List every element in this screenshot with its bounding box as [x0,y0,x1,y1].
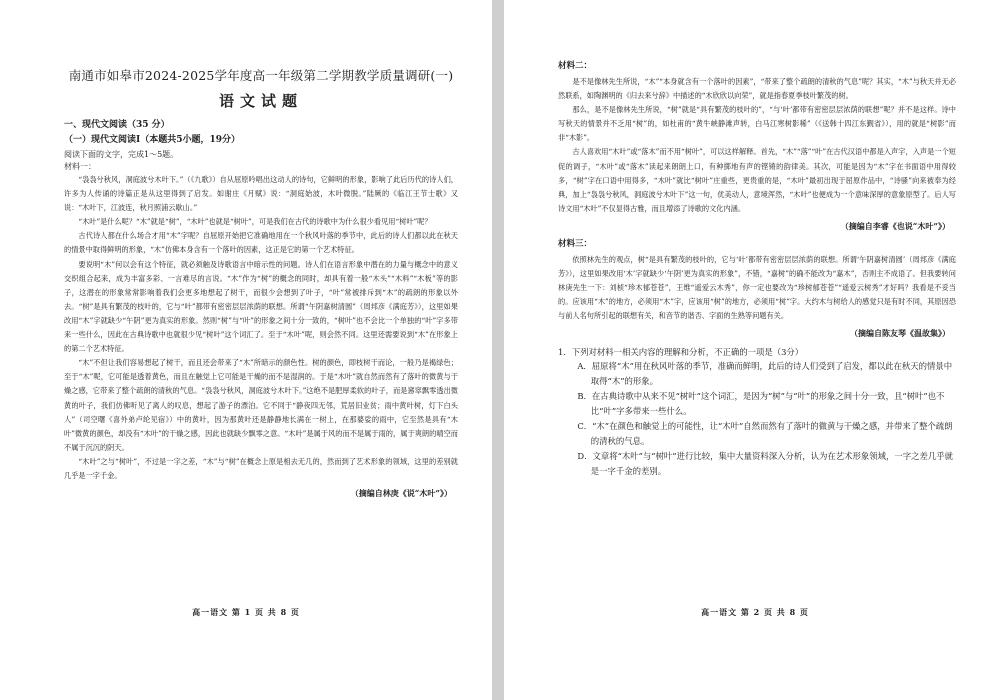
source-citation: （摘编自林庚《说“木叶”》） [350,488,452,499]
option-d: D．文章将“木叶”与“树叶”进行比较，集中大量资料深入分析，认为在艺术形象领域，一字之差几乎就是一字千金的差别。 [577,451,953,477]
material-2-label: 材料二： [558,61,593,71]
subject-title: 语文试题 [218,92,303,110]
paragraph: “木”不但让我们容易想起了树干，而且还会带来了“木”所暗示的颜色性。树的颜色，即枝树干而论，一般乃是褐绿色；至于“木”呢，它可能是透着黄色，而且在触觉上它可能是干燥的而不是湿润的。于是“木叶”就自然而然有了落叶的微黄与干燥之感，它带来了整个疏朗的清秋的气息。“袅袅兮秋风，洞庭波兮木叶下。”这绝不是肥厚柔软的叶子，而是窸窣飘零透出微黄的叶子，我们仿佛听见了离人的叹息，想起了游子的漂泊。它不同于“静夜四无邻，荒居旧业贫；雨中黄叶树，灯下白头人”（司空曙《喜外弟卢纶见宿》）中的黄叶，因为那黄叶还是静静地长满在一树上，在那婆娑的雨中，它至然是具有“木叶”微黄的颜色，却没有“木叶”的干燥之感，因此也就缺少飘零之意。“木叶”是属于风的而不是属于雨的，属于爽朗的晴空而不属于沉沉的阴天。 [64,358,458,452]
material-3-label: 材料三： [558,238,593,249]
exam-title: 南通市如皋市2024-2025学年度高一年级第二学期教学质量调研(一) [68,68,454,83]
document-page-1 [0,0,492,700]
option-c: C．“木”在颜色和触觉上的可能性，让“木叶”自然而然有了落叶的微黄与干燥之感，并带来了整个疏朗的清秋的气息。 [577,421,953,447]
reading-instruction: 阅读下面的文字，完成1～5题。 [64,150,179,159]
paragraph: 依照林先生的观点，树“是具有繁茂的枝叶的，它与‘叶’都带有密密层层浓荫的联想。所谓‘午阴嘉树清圆’（周邦彦《满庭芳》），这里如果改用‘木’字就缺少‘午阴’更为真实的形象”，不错，“嘉树”的确不能改为“嘉木”，否则主不成语了。但我要转问林庚先生一下：刘桢“珍木郁苍苍”，王维“遥爱云木秀”，你一定也要改为“珍树郁苍苍”“遥爱云树秀”才好吗？我看是不妥当的。应该用“木”的地方，必须用“木”字，应该用“树”的地方，必须用“树”字。大约木与树给人的感觉只是有时不同，其原因恐与前人名句所引起的联想有关，和音节的谐否、字面的生熟等问题有关。 [558,254,956,321]
subsection-heading: （一）现代文阅读Ⅰ（本题共5小题，19分） [64,135,240,145]
paragraph: “木叶”之与“树叶”，不过是一字之差，“木”与“树”在概念上原是相去无几的，然而到了艺术形象的领域，这里的差别就几乎是一字千金。 [64,456,458,480]
material-1-label: 材料一： [64,162,96,171]
page-footer: 高一语文 第 2 页 共 8 页 [701,607,809,617]
paragraph: “袅袅兮秋风，洞庭波兮木叶下。”（《九歌》）自从屈原吟唱出这动人的诗句，它鲜明的形象，影响了此后历代的诗人们，许多为人传诵的诗篇正是从这里得到了启发。如谢庄《月赋》说：“洞庭始波，木叶微脱。”陆厥的《临江王节士歌》又说：“木叶下，江波连，秋月照浦云歇山。” [64,175,458,213]
page-gutter [492,0,504,700]
document-page-2 [504,0,1006,700]
paragraph: 要说明“木”何以会有这个特征，就必须触及诗歌语言中暗示性的问题。诗人们在语言形象中潜在的力量与概念中的意义交织组合起来，成为丰富多彩、一言难尽的言说。“木”作为“树”的概念的同时，却具有着一般“木头”“木料”“木板”等的影子，这潜在的形象常常影响着我们会更多地想起了树干，而很少会想到了叶子，“叶”常被排斥到“木”的疏朗的形象以外去。“树”是具有繁茂的枝叶的，它与“叶”都带有密密层层浓荫的联想。所谓“午阴嘉树清圆”（周邦彦《满庭芳》），这里如果改用“木”字就缺少“午阴”更为真实的形象。然则“树”与“叶”的形象之间十分一致的，“树叶”也不会比一个单独的“叶”字多带来一些什么，因此在古典诗歌中也就很少见“树叶”这个词汇了。至于“木叶”呢，则会然不同。这里还需要说到“木”在形象上的第二个艺术特征。 [64,259,458,354]
source-citation: （摘编自李睿《也说“木叶”》） [840,220,950,231]
paragraph: 古代诗人都在什么场合才用“木”字呢？自屈原开始把它准确地用在一个秋风叶落的季节中，此后的诗人们都以此在秋天的情景中取得鲜明的形象，“木”仿佛本身含有一个落叶的因素，这正是它的第一个艺术特征。 [64,231,458,255]
source-citation: （摘编自陈友琴《温故集》） [850,328,950,339]
paragraph: 古人喜欢用“木叶”或“落木”而不用“树叶”，可以这样解释。首先，“木”“落”“叶”在古代汉语中都是入声字，入声是一个短促的调子，“木叶”或“落木”读起来朗朗上口，有种掷地有声的铿锵的韵律美。其次，可能是因为“木”字在书面语中用得较多，“树”字在口语中用得多，“木叶”就比“树叶”庄重些，更贵重的是，“木叶”最初出现于屈原作品中，“诗骚”向来被奉为经典，加上“袅袅兮秋风，洞庭波兮木叶下”这一句，优美动人，意境浑然，“木叶”也便成为一个意味深厚的意象原型了。后人写诗文用“木叶”不仅显得古雅，而且增添了诗歌的文化内涵。 [558,147,956,213]
paragraph: “木叶”是什么呢？“木”就是“树”，“木叶”也就是“树叶”，可是我们在古代的诗歌中为什么很少看见用“树叶”呢？ [78,217,432,227]
option-a: A．屈原将“木”用在秋风叶落的季节，准确而鲜明，此后的诗人们受到了启发，都以此在秋天的情景中取得“木”的形象。 [577,361,953,387]
paragraph: 是不是像林先生所说，“木”“本身就含有一个落叶的因素”，“带来了整个疏朗的清秋的气息”呢？其实，“木”与秋天并无必然联系，如陶渊明的《归去来兮辞》中描述的“木欣欣以向荣”，就是指春夏季枝叶繁茂的树。 [558,77,956,101]
option-b: B．在古典诗歌中从来不见“树叶”这个词汇，是因为“树”与“叶”的形象之间十分一致，且“树叶”也不比“叶”字多带来一些什么。 [577,391,945,417]
paragraph: 那么，是不是像林先生所说，“树”就是“具有繁茂的枝叶的”，“与‘叶’都带有密密层层浓荫的联想”呢？并不是这样。诗中写秋天的情景并不乏用“树”的，如杜甫的“黄牛峡静滩声转，白马江寒树影稀”（《送韩十四江东觐省》），用的就是“树影”而非“木影”。 [558,105,956,143]
question-1: 1．下列对材料一相关内容的理解和分析，不正确的一项是（3分） [558,347,804,358]
page-footer: 高一语文 第 1 页 共 8 页 [192,607,300,617]
section-heading: 一、现代文阅读（35 分） [64,120,170,130]
